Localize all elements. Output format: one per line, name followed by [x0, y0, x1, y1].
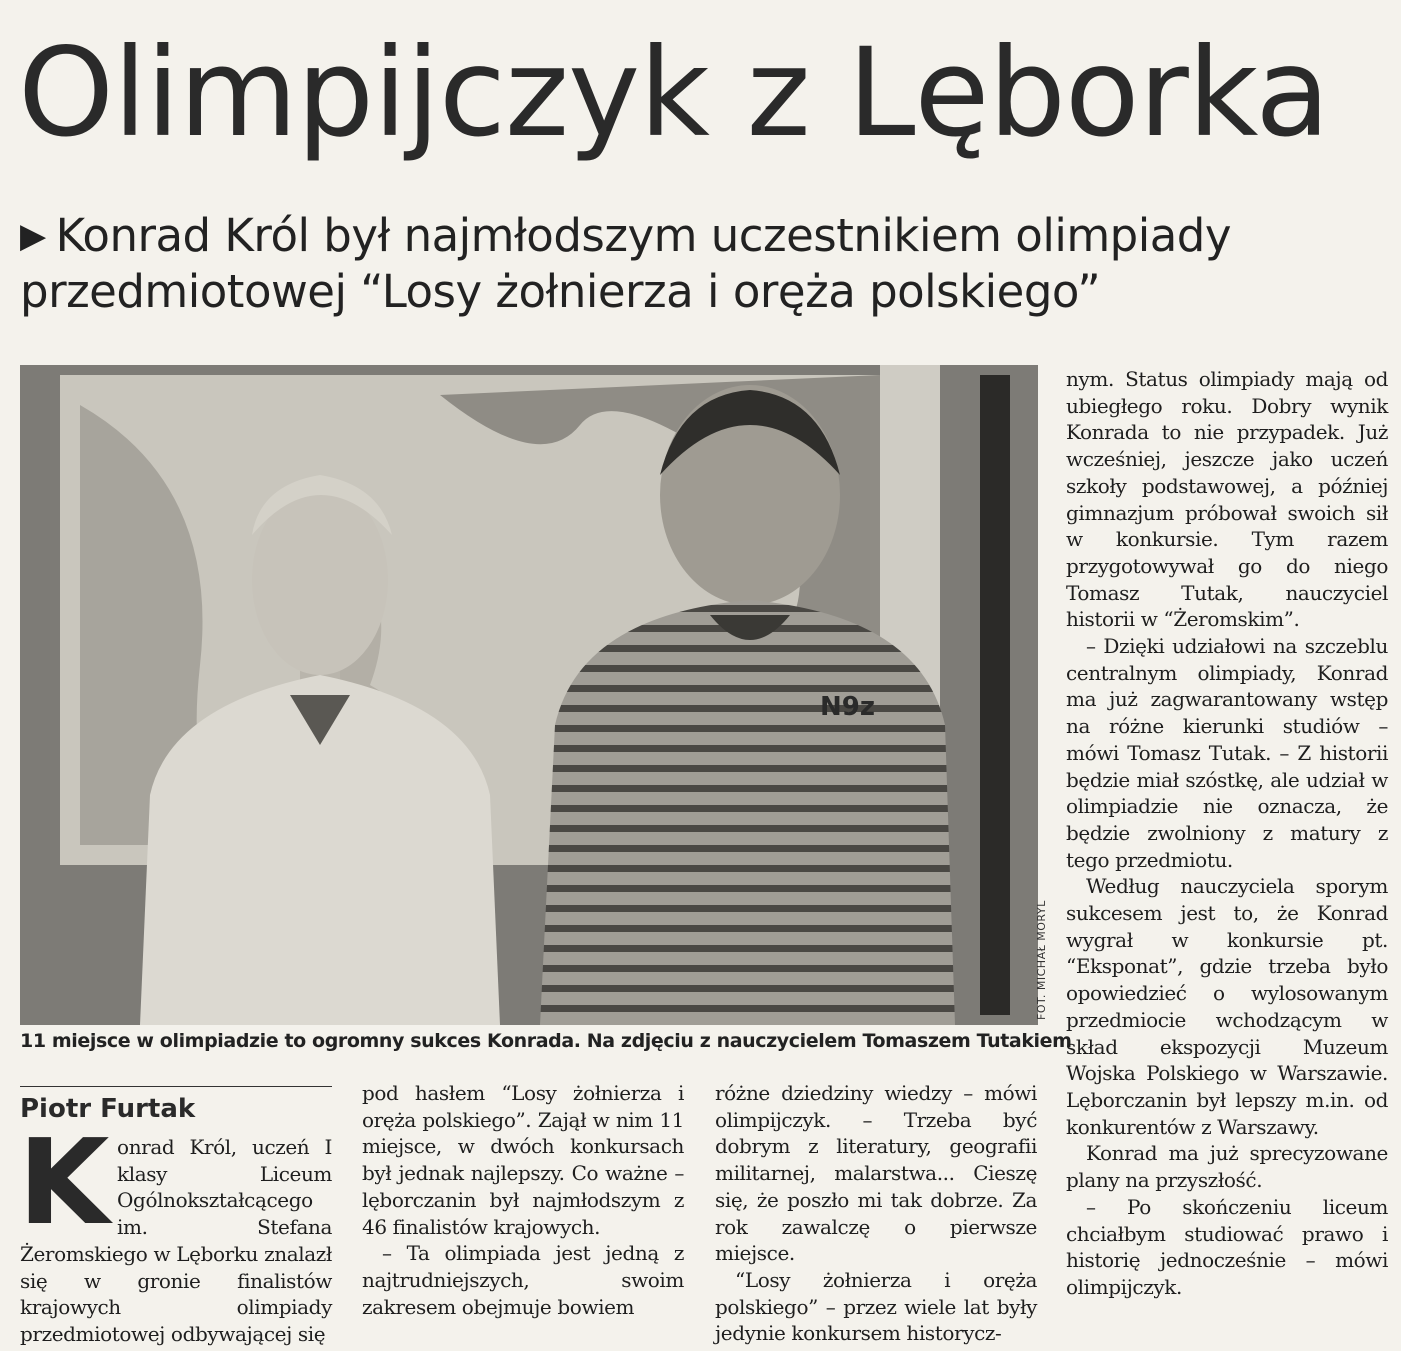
triangle-marker-icon: ▶ [20, 216, 46, 256]
subheadline [20, 208, 1390, 320]
door-edge [980, 375, 1010, 1015]
article-photo [20, 365, 1038, 1025]
article-column-4 [1066, 366, 1388, 1301]
paragraph: – Dzięki udziałowi na szczeblu centralnym olimpiady, Konrad ma już zagwarantowany wstęp na różne kierunki studiów – mówi Tomasz Tutak. – Z historii będzie miał szóstkę, ale udział w olimpiadzie nie oznacza, że będzie zwolniony z matury z tego przedmiotu. [1066, 634, 1388, 872]
paragraph: Według nauczyciela sporym sukcesem jest to, że Konrad wygrał w konkursie pt. “Eksponat”, gdzie trzeba było opowiedzieć o wylosowanym przedmiocie wchodzącym w skład ekspozycji Muzeum Wojska Polskiego w Warszawie. Lęborczanin był lepszy m.in. od konkurentów z Warszawy. [1066, 874, 1388, 1139]
photo-credit: FOT. MICHAŁ MORYL [1035, 900, 1048, 1020]
paragraph: – Po skończeniu liceum chciałbym studiować prawo i historię jednocześnie – mówi olimpijczyk. [1066, 1194, 1388, 1299]
paragraph: – Ta olimpiada jest jedną z najtrudniejszych, swoim zakresem obejmuje bowiem [362, 1241, 684, 1319]
paragraph: nym. Status olimpiady mają od ubiegłego roku. Dobry wynik Konrada to nie przypadek. Już wcześniej, jeszcze jako uczeń szkoły podstawowej, a później gimnazjum próbował swoich sił w konkursie. Tym razem przygotowywał go do niego Tomasz Tutak, nauczyciel historii w “Żeromskim”. [1066, 367, 1388, 632]
paragraph: “Losy żołnierza i oręża polskiego” – przez wiele lat były jedynie konkursem historycz- [715, 1267, 1037, 1346]
paragraph: onrad Król, uczeń I klasy Liceum Ogólnokształcącego im. Stefana Żeromskiego w Lęborku znalazł się w gronie finalistów krajowych olimpiady przedmiotowej odbywającej się [20, 1135, 332, 1346]
paragraph: Konrad ma już sprecyzowane plany na przyszłość. [1066, 1141, 1388, 1193]
article-column-3 [715, 1080, 1037, 1347]
drop-cap: K [18, 1113, 110, 1251]
author-byline: Piotr Furtak [20, 1094, 196, 1124]
paragraph: różne dziedziny wiedzy – mówi olimpijczyk. – Trzeba być dobrym z literatury, geografii militarnej, malarstwa... Cieszę się, że poszło mi tak dobrze. Za rok zawalczę o pierwsze miejsce. [715, 1081, 1037, 1266]
subheadline-text: Konrad Król był najmłodszym uczestnikiem olimpiady przedmiotowej “Losy żołnierza i oręża polskiego” [20, 209, 1232, 318]
shirt-print: N9z [820, 692, 875, 722]
author-rule [20, 1086, 332, 1087]
article-column-1 [18, 1113, 332, 1348]
article-column-2 [362, 1080, 684, 1320]
photo-illustration [20, 365, 1038, 1025]
paragraph: pod hasłem “Losy żołnierza i oręża polskiego”. Zajął w nim 11 miejsce, w dwóch konkursach był jednak najlepszy. Co ważne – lęborczanin był najmłodszym z 46 finalistów krajowych. [362, 1081, 684, 1239]
headline: Olimpijczyk z Lęborka [18, 22, 1329, 164]
photo-caption: 11 miejsce w olimpiadzie to ogromny sukces Konrada. Na zdjęciu z nauczycielem Tomaszem Tutakiem [20, 1030, 1072, 1052]
